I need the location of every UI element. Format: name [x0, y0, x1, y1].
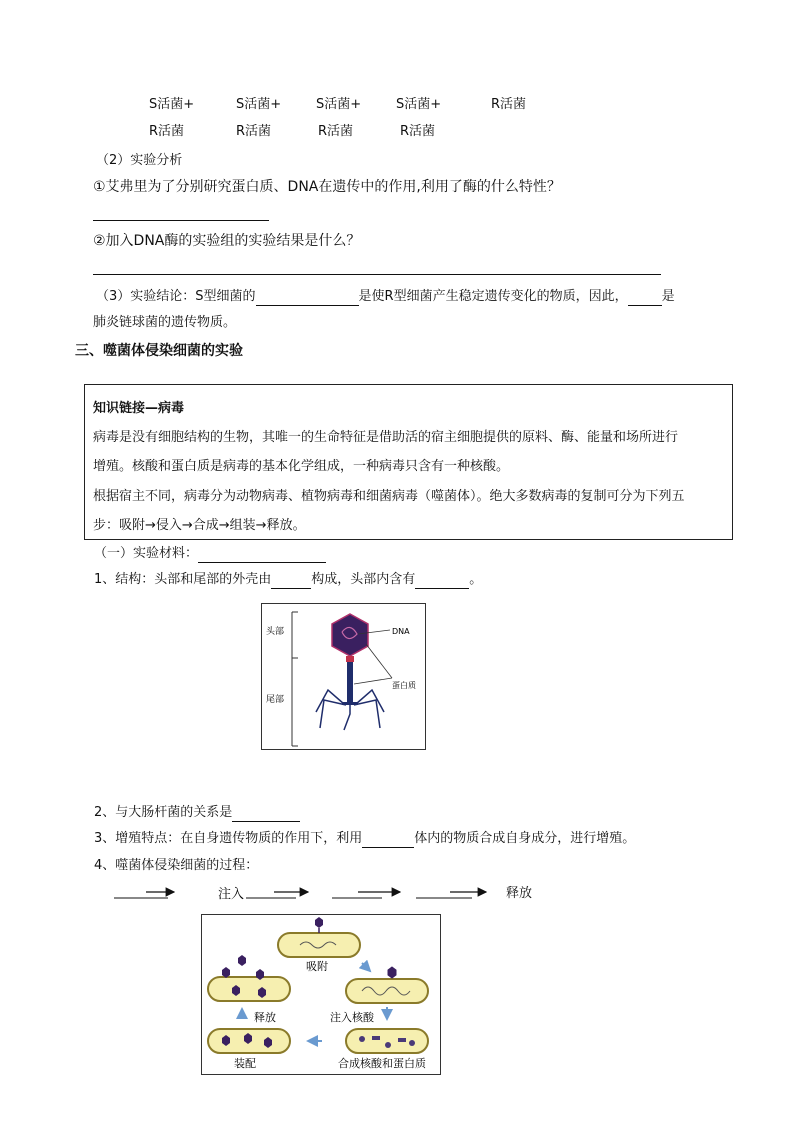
flow-release: 释放 — [506, 886, 533, 901]
arrow-adsorb-inject — [362, 963, 370, 971]
cycle-diagram — [202, 915, 440, 1074]
knowledge-p2a: 根据宿主不同，病毒分为动物病毒、植物病毒和细菌病毒（噬菌体）。绝大多数病毒的复制可分为下列五 — [93, 489, 685, 504]
cell-synth — [346, 1029, 428, 1053]
blank-item-1b[interactable] — [415, 574, 469, 589]
conclusion-prefix: （3）实验结论：S型细菌的 — [96, 289, 256, 304]
phage-collar — [346, 656, 354, 662]
label-dna: DNA — [392, 627, 410, 636]
infection-cycle-figure — [201, 914, 441, 1075]
item-2-text: 2、与大肠杆菌的关系是 — [94, 805, 233, 820]
blank-item-1a[interactable] — [271, 574, 311, 589]
label-assemble: 装配 — [234, 1057, 256, 1070]
item-3-suffix: 体内的物质合成自身成分，进行增殖。 — [414, 831, 636, 846]
blank-materials[interactable] — [198, 548, 326, 563]
phage-adsorb — [315, 917, 323, 928]
group-r-control: R活菌 — [491, 97, 527, 112]
item-3-prefix: 3、增殖特点：在自身遗传物质的作用下，利用 — [94, 831, 363, 846]
knowledge-p2b: 步：吸附→侵入→合成→组装→释放。 — [93, 518, 306, 533]
group-s-plus-2: S活菌+ — [236, 97, 282, 112]
label-inject: 注入核酸 — [330, 1011, 374, 1024]
answer-line-1[interactable] — [93, 220, 269, 221]
blank-item-3[interactable] — [362, 833, 414, 848]
item-3-line — [94, 830, 635, 848]
phage-tail — [347, 662, 353, 702]
item-2-line — [94, 804, 300, 822]
label-release: 释放 — [254, 1011, 276, 1024]
phage-structure-figure — [261, 603, 426, 750]
group-s-plus-4: S活菌+ — [396, 97, 442, 112]
phage-inject — [388, 967, 396, 978]
knowledge-title: 知识链接—病毒 — [93, 401, 185, 416]
group-r-2: R活菌 — [236, 124, 272, 139]
label-head: 头部 — [266, 627, 285, 637]
blank-conclusion-1[interactable] — [256, 291, 359, 306]
blank-item-2[interactable] — [232, 807, 300, 822]
knowledge-p1b: 增殖。核酸和蛋白质是病毒的基本化学组成，一种病毒只含有一种核酸。 — [93, 459, 510, 474]
item-1-suffix: 。 — [469, 572, 483, 587]
analysis-question-2: ②加入DNA酶的实验组的实验结果是什么？ — [93, 233, 361, 249]
item-1-prefix: 1、结构：头部和尾部的外壳由 — [94, 572, 272, 587]
materials-label: （一）实验材料： — [94, 546, 199, 561]
analysis-question-1: ①艾弗里为了分别研究蛋白质、DNA在遗传中的作用,利用了酶的什么特性？ — [93, 179, 561, 195]
group-r-4: R活菌 — [400, 124, 436, 139]
section-3-title: 三、噬菌体侵染细菌的实验 — [75, 343, 243, 359]
infection-flow — [110, 882, 510, 906]
label-tail: 尾部 — [266, 695, 285, 705]
conclusion-suffix: 是 — [661, 289, 675, 304]
cell-release — [208, 977, 290, 1001]
label-synth: 合成核酸和蛋白质 — [338, 1057, 426, 1070]
conclusion-mid: 是使R型细菌产生稳定遗传变化的物质，因此， — [358, 289, 628, 304]
answer-line-2[interactable] — [93, 274, 661, 275]
knowledge-p1a: 病毒是没有细胞结构的生物，其唯一的生命特征是借助活的宿主细胞提供的原料、酶、能量和场所进行 — [93, 430, 679, 445]
item-1-line — [94, 571, 482, 589]
group-s-plus-1: S活菌+ — [149, 97, 195, 112]
cell-adsorb — [278, 933, 360, 957]
item-1-mid: 构成，头部内含有 — [311, 572, 416, 587]
materials-line — [94, 545, 326, 563]
flow-inject: 注入 — [218, 887, 245, 902]
group-r-3: R活菌 — [318, 124, 354, 139]
conclusion-line-2: 肺炎链球菌的遗传物质。 — [93, 315, 237, 330]
label-protein: 蛋白质 — [392, 681, 416, 690]
phage-diagram — [262, 604, 425, 749]
blank-conclusion-2[interactable] — [628, 291, 662, 306]
group-r-1: R活菌 — [149, 124, 185, 139]
cell-inject — [346, 979, 428, 1003]
item-4-text: 4、噬菌体侵染细菌的过程： — [94, 858, 259, 873]
group-s-plus-3: S活菌+ — [316, 97, 362, 112]
label-adsorb: 吸附 — [306, 960, 328, 973]
phage-capsid — [332, 614, 368, 656]
analysis-heading: （2）实验分析 — [96, 153, 183, 168]
conclusion-line-1 — [96, 288, 675, 306]
